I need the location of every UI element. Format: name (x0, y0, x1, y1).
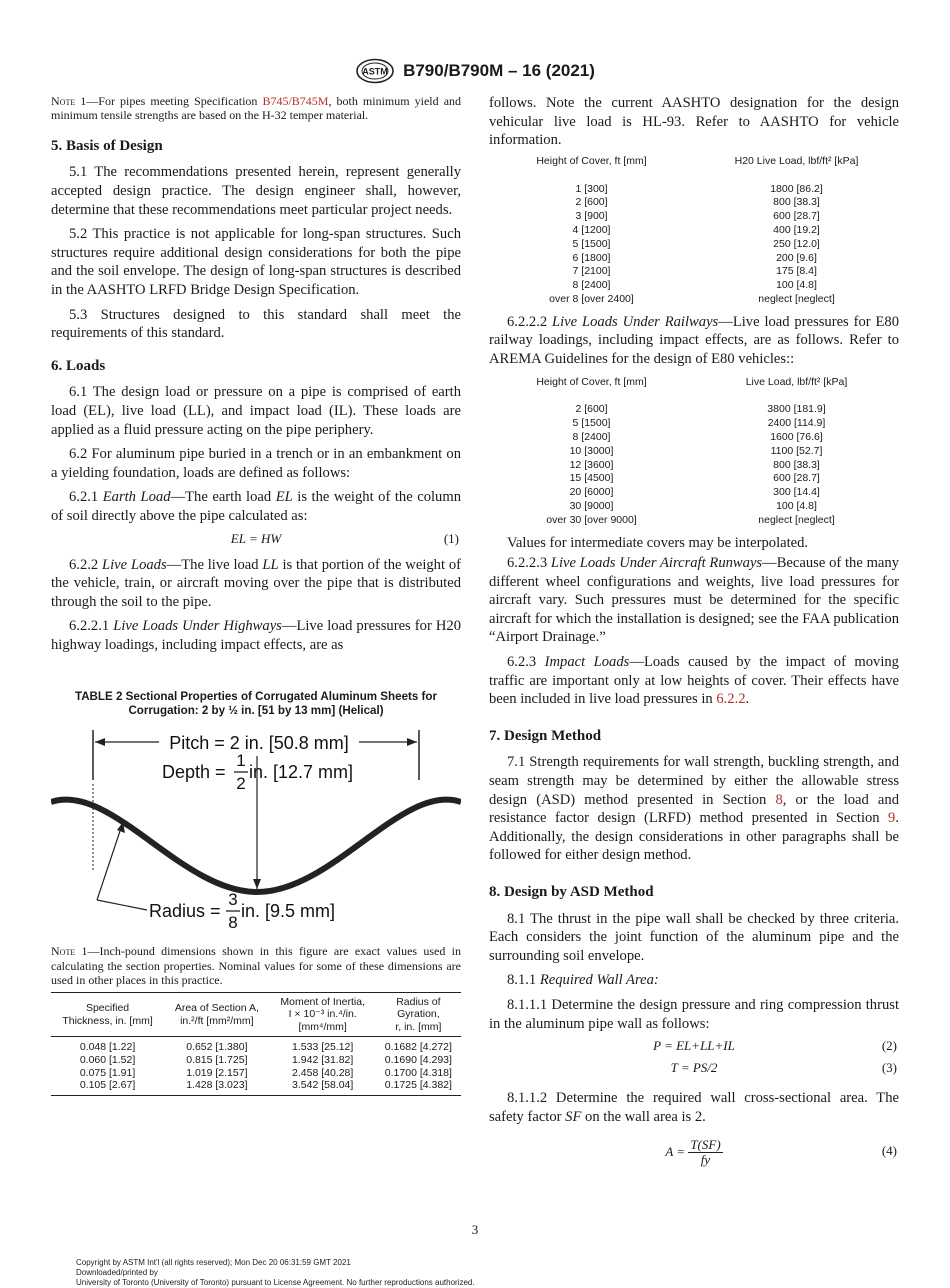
para-8-1: 8.1 The thrust in the pipe wall shall be checked by three criteria. Each considers the joint function of the aluminum pipe and the surrounding soil envelope. (489, 910, 899, 964)
depth-fraction-denominator: 2 (236, 774, 246, 794)
table-row: 20 [6000] 300 [14.4] (569, 486, 820, 499)
table-row: 5 [1500] 2400 [114.9] (572, 417, 826, 430)
para-6-2-2: 6.2.2 Live Loads—The live load LL is that portion of the weight of the vehicle, train, or aircraft moving over the pipe that is distributed through the soil to the pipe. (51, 556, 461, 610)
header-thickness: Specified Thickness, in. [mm] (51, 992, 164, 1037)
table-row: 2 [600] 800 [38.3] (575, 196, 820, 209)
table-row: 3 [900] 600 [28.7] (575, 210, 820, 223)
radius-fraction-denominator: 8 (228, 913, 238, 933)
para-6-2-2-3: 6.2.2.3 Live Loads Under Aircraft Runways—Because of the many different wheel configurations and weights, live load pressures for aircraft vary. Such pressures must be determined for the specific aircraft for which the installation is designed; see the FAA publication “Airport Drainage.” (489, 555, 899, 646)
table-row: 8 [2400] 100 [4.8] (572, 279, 817, 292)
table-2-title: TABLE 2 Sectional Properties of Corrugated Aluminum Sheets for Corrugation: 2 by ½ in. [51 by 13 mm] (Helical) (74, 690, 438, 718)
table-row: over 8 [over 2400] neglect [neglect] (549, 292, 835, 305)
table-row: 5 [1500] 250 [12.0] (572, 237, 820, 250)
table-2-note: Note 1—Inch-pound dimensions shown in this figure are exact values used in calculating the section properties. Nominal values for some of these dimensions are used in other places in this practice. (51, 944, 462, 988)
depth-fraction-numerator: 1 (236, 751, 246, 771)
table-row: 8 [2400] 1600 [76.6] (572, 430, 823, 443)
e80-col-load: Live Load, lbf/ft² [kPa] (745, 375, 848, 388)
header-area: Area of Section A, in.²/ft [mm²/mm] (164, 992, 269, 1037)
equation-4: A = $\frac{T(SF)}{fy}$ (4) (665, 1136, 897, 1167)
para-interpolation: Values for intermediate covers may be interpolated. (507, 534, 809, 551)
table-row: 7 [2100] 175 [8.4] (572, 265, 817, 278)
copyright-footer: Copyright by ASTM Int'l (all rights reserved); Mon Dec 20 06:31:59 GMT 2021 Downloaded/printed by University of Toronto (University of Toronto) pursuant to License Agreement. No further reproductions authorized. (76, 1258, 475, 1287)
e80-col-cover: Height of Cover, ft [mm] (536, 375, 647, 388)
para-6-2-2-2: 6.2.2.2 Live Loads Under Railways—Live load pressures for E80 railway loadings, including impact effects, are as follows. Refer to AREMA Guidelines for the design of E80 vehicles:: (489, 313, 900, 367)
para-5-2: 5.2 This practice is not applicable for long-span structures. Such structures require additional design considerations for both the pipe and the soil envelope. The design of long-span structures is described in the AASHTO LRFD Bridge Design Specification. (51, 226, 461, 298)
para-6-1: 6.1 The design load or pressure on a pipe is comprised of earth load (EL), live load (LL), and impact load (IL). These loads are applied as a fluid pressure acting on the pipe periphery. (51, 384, 461, 438)
table-row: 0.060 [1.52] 0.815 [1.725] 1.942 [31.82] 0.1690 [4.293] (79, 1054, 452, 1067)
section-properties-table (51, 992, 461, 1096)
para-6-2-3: 6.2.3 Impact Loads—Loads caused by the impact of moving traffic are important only at low heights of cover. Their effects have been included in live load pressures in 6.2.2. (489, 654, 899, 708)
header-inertia: Moment of Inertia, I × 10⁻³ in.⁴/in. [mm⁴/mm] (270, 992, 376, 1037)
para-5-3: 5.3 Structures designed to this standard shall meet the requirements of this standard. (51, 306, 461, 342)
table-row: 0.075 [1.91] 1.019 [2.157] 2.458 [40.28] 0.1700 [4.318] (79, 1066, 452, 1079)
table-row: over 30 [over 9000] neglect [neglect] (546, 513, 835, 526)
radius-label-suffix: in. [9.5 mm] (241, 901, 336, 922)
table-row: 2 [600] 3800 [181.9] (575, 403, 826, 416)
table-row: 4 [1200] 400 [19.2] (572, 223, 820, 236)
h20-live-load-table (489, 154, 899, 307)
equation-1: EL = HW (1) (230, 530, 459, 546)
radius-fraction-numerator: 3 (228, 890, 238, 910)
para-6-2-2-1: 6.2.2.1 Live Loads Under Highways—Live load pressures for H20 highway loadings, including impact effects, are as (51, 618, 462, 653)
link-6-2-2[interactable]: 6.2.2 (716, 691, 746, 708)
spec-link-b745[interactable]: B745/B745M (262, 94, 329, 108)
section-7-heading: 7. Design Method (489, 727, 602, 744)
table-row: 1 [300] 1800 [86.2] (575, 182, 823, 195)
equation-2: P = EL+LL+IL (2) (653, 1038, 897, 1054)
table-row: 6 [1800] 200 [9.6] (572, 251, 817, 264)
e80-live-load-table (489, 375, 899, 528)
para-8-1-1: 8.1.1 Required Wall Area: (507, 972, 659, 989)
material-note: Note 1—For pipes meeting Specification B745/B745M, both minimum yield and minimum tensile strengths are based on the H-32 temper material. (51, 94, 462, 123)
para-6-2-2-1-continued: follows. Note the current AASHTO designation for the design vehicular live load is HL-93. Refer to AASHTO for vehicle information. (489, 95, 899, 149)
para-6-2-1: 6.2.1 Earth Load—The earth load EL is the weight of the column of soil directly above the pipe calculated as: (51, 489, 462, 524)
svg-text:ASTM: ASTM (362, 66, 388, 77)
table-row: 10 [3000] 1100 [52.7] (569, 444, 823, 457)
page-number: 3 (471, 1222, 479, 1237)
link-section-9[interactable]: 9 (888, 810, 896, 827)
page-header (0, 58, 950, 84)
table-row: 0.048 [1.22] 0.652 [1.380] 1.533 [25.12] 0.1682 [4.272] (79, 1041, 452, 1054)
section-5-heading: 5. Basis of Design (51, 137, 163, 154)
corrugation-figure (51, 722, 461, 934)
para-7-1: 7.1 Strength requirements for wall strength, buckling strength, and seam strength may be determined by either the allowable stress design (ASD) method presented in Section 8, or the load and resistance factor design (LRFD) method presented in Section 9. Additionally, the design considerations in other paragraphs shall be followed for either design method. (489, 754, 899, 864)
section-6-heading: 6. Loads (51, 357, 106, 374)
h20-col-cover: Height of Cover, ft [mm] (536, 154, 647, 167)
depth-label-suffix: in. [12.7 mm] (249, 762, 354, 783)
radius-label-prefix: Radius = (149, 901, 221, 922)
table-row: 15 [4500] 600 [28.7] (569, 472, 820, 485)
para-5-1: 5.1 The recommendations presented herein, represent generally accepted design practice. The design engineer shall, however, determine that these recommendations meet particular project needs. (51, 164, 461, 218)
pitch-label: Pitch = 2 in. [50.8 mm] (169, 733, 349, 754)
right-column (489, 94, 899, 1172)
table-row: 30 [9000] 100 [4.8] (569, 499, 817, 512)
left-column (51, 94, 461, 1096)
section-8-heading: 8. Design by ASD Method (489, 884, 654, 900)
header-gyration: Radius of Gyration, r, in. [mm] (376, 992, 461, 1037)
link-section-8[interactable]: 8 (775, 791, 783, 808)
depth-label-prefix: Depth = (162, 762, 226, 783)
h20-col-load: H20 Live Load, lbf/ft² [kPa] (734, 154, 859, 167)
para-6-2: 6.2 For aluminum pipe buried in a trench or in an embankment on a yielding foundation, loads are defined as follows: (51, 446, 461, 481)
table-row: 12 [3600] 800 [38.3] (569, 458, 820, 471)
document-title: B790/B790M – 16 (2021) (403, 61, 595, 80)
table-row: 0.105 [2.67] 1.428 [3.023] 3.542 [58.04] 0.1725 [4.382] (51, 1079, 461, 1095)
para-8-1-1-2: 8.1.1.2 Determine the required wall cross-sectional area. The safety factor SF on the wall area is 2. (489, 1090, 899, 1125)
astm-logo-icon (355, 58, 395, 84)
para-8-1-1-1: 8.1.1.1 Determine the design pressure and ring compression thrust in the aluminum pipe wall as follows: (489, 996, 899, 1032)
equation-3: T = PS/2 (3) (670, 1060, 897, 1076)
